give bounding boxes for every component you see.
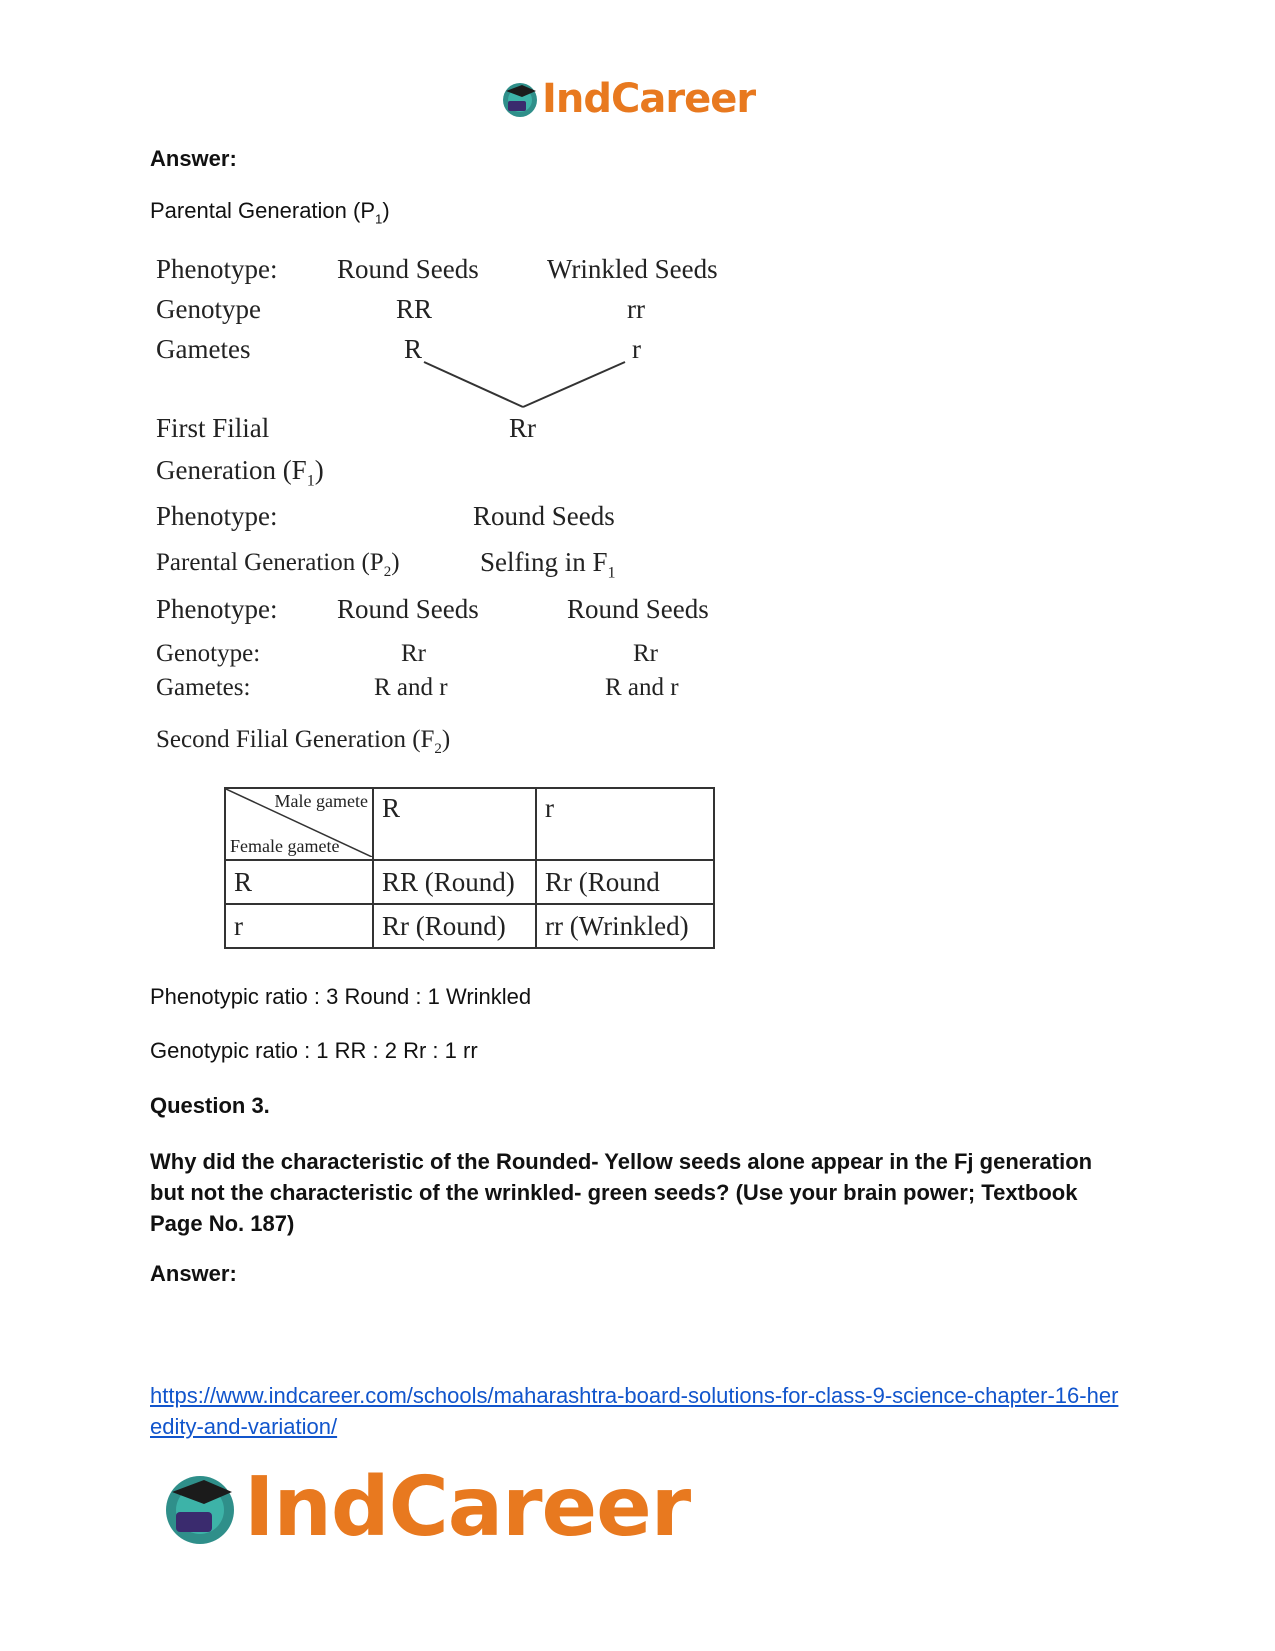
p2-label: Parental Generation $(P_2)$ [156, 549, 400, 580]
genotype-rr-recessive: rr [627, 294, 645, 324]
p2-phenotype-label: Phenotype: [156, 594, 278, 624]
question-text: Why did the characteristic of the Rounded- Yellow seeds alone appear in the Fj generation but not the characteristic of the wrinkled- green seeds? (Use your brain power; Textbook Page No. 187) [150, 1149, 1093, 1236]
p2-genotype-right: Rr [633, 640, 658, 667]
punnett-corner [225, 788, 373, 860]
row-header: r [225, 904, 373, 948]
genotypic-ratio: Genotypic ratio : 1 RR : 2 Rr : 1 rr [150, 1038, 478, 1063]
male-gamete-label: Male gamete [274, 791, 368, 811]
phenotype-label: Phenotype: [156, 254, 278, 284]
brand-wordmark: IndCareer [542, 76, 756, 122]
p2-phenotype-left: Round Seeds [337, 594, 479, 624]
p2-phenotype-right: Round Seeds [567, 594, 709, 624]
f1-phenotype: Round Seeds [473, 501, 615, 531]
table-cell: RR (Round) [373, 860, 536, 904]
gamete-r-recessive: r [632, 334, 641, 364]
f2-label: Second Filial Generation $(F_2)$ [156, 726, 451, 757]
table-row [225, 788, 714, 860]
f1-phenotype-label: Phenotype: [156, 501, 278, 531]
p1-title: Parental Generation $(P_1)$ [150, 198, 390, 227]
selfing-label: Selfing in $F_1$ [480, 547, 616, 582]
f1-label-line1: First Filial [156, 413, 270, 443]
footer-logo [160, 1460, 690, 1555]
p2-genotype-label: Genotype: [156, 640, 261, 667]
answer-heading-2: Answer: [150, 1261, 237, 1286]
female-gamete-label: Female gamete [230, 836, 340, 856]
answer-heading: Answer: [150, 146, 237, 171]
gamete-r-dominant: R [404, 334, 423, 364]
p2-gametes-left: R and r [374, 674, 448, 701]
p2-gametes-right: R and r [605, 674, 679, 701]
col-header-recessive: r [536, 788, 714, 860]
genotype-label: Genotype [156, 294, 261, 324]
table-cell: rr (Wrinkled) [536, 904, 714, 948]
table-row [225, 860, 714, 904]
gametes-label: Gametes [156, 334, 251, 364]
p2-genotype-left: Rr [401, 640, 426, 667]
row-header: R [225, 860, 373, 904]
source-link[interactable]: https://www.indcareer.com/schools/maharashtra-board-solutions-for-class-9-science-chapter-16-heredity-and-variation/ [150, 1383, 1119, 1439]
phenotypic-ratio: Phenotypic ratio : 3 Round : 1 Wrinkled [150, 984, 532, 1009]
punnett-square [224, 787, 715, 949]
p2-gametes-label: Gametes: [156, 674, 251, 701]
table-cell: Rr (Round [536, 860, 714, 904]
brand-wordmark-large: IndCareer [244, 1460, 691, 1555]
graduation-globe-icon [160, 1468, 240, 1548]
col-header-dominant: R [373, 788, 536, 860]
f1-genotype: Rr [509, 413, 536, 443]
table-row [225, 904, 714, 948]
table-cell: Rr (Round) [373, 904, 536, 948]
genotype-rr-dominant: RR [396, 294, 433, 324]
phenotype-round: Round Seeds [337, 254, 479, 284]
question-heading: Question 3. [150, 1093, 270, 1118]
f1-label-line2: Generation $(F_1)$ [156, 455, 324, 490]
phenotype-wrinkled: Wrinkled Seeds [547, 254, 718, 284]
source-link-wrap [150, 1380, 1120, 1442]
